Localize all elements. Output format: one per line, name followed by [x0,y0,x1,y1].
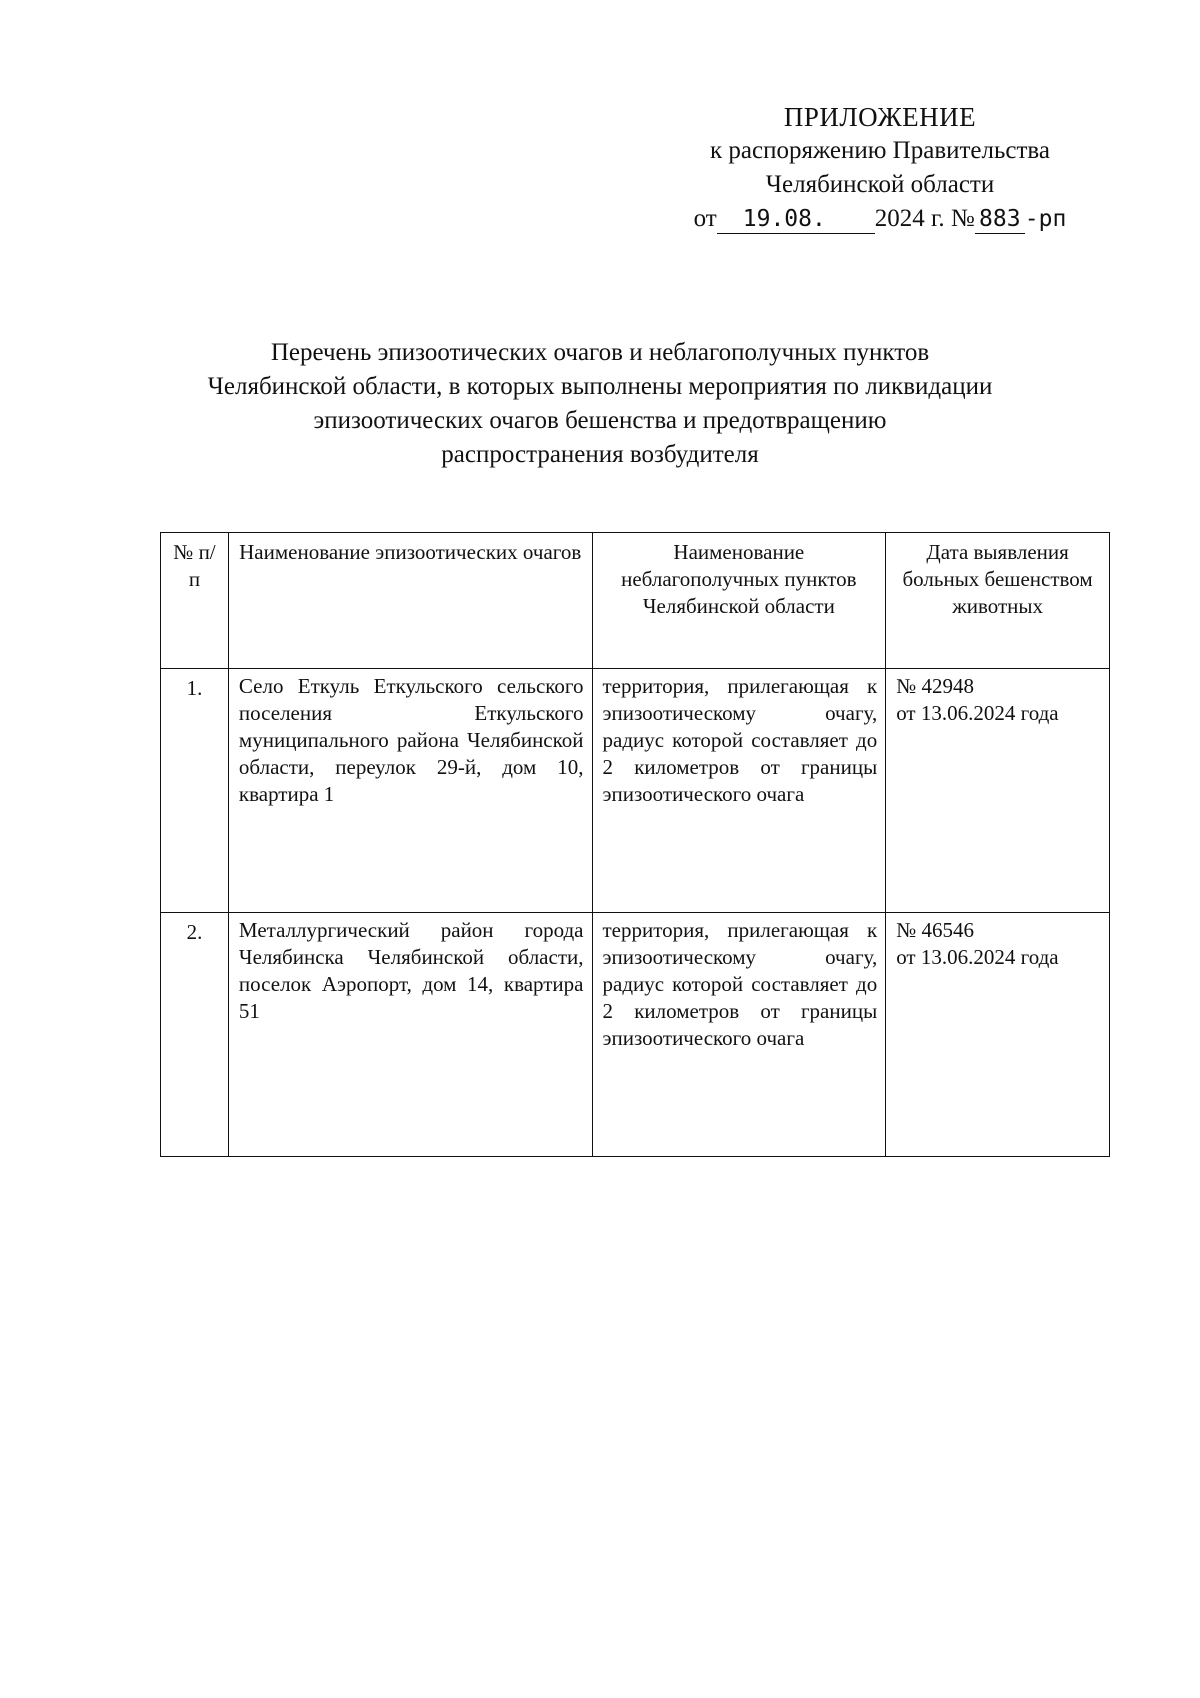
row-date [886,669,1110,913]
document-title-line-1: Перечень эпизоотических очагов и неблагополучных пунктов [270,339,930,366]
header-detection-date: Дата выявления больных бешенством животных [886,533,1110,669]
appendix-date-line [650,202,1110,236]
row-number: 2. [161,913,229,1157]
row-focus: Металлургический район города Челябинска Челябинской области, поселок Аэропорт, дом 14, квартира 51 [228,913,592,1157]
table-row [161,913,1110,1157]
row-date-text: от 13.06.2024 года [896,701,1059,725]
document-title-line-2: Челябинской области, в которых выполнены мероприятия по ликвидации [207,373,993,400]
document-title [160,336,1040,472]
row-area: территория, прилегающая к эпизоотическому очагу, радиус которой составляет до 2 километров от границы эпизоотического очага [592,669,886,913]
document-number: 883 [975,205,1025,234]
row-date-ref: № 46546 [896,918,974,942]
header-focus-name: Наименование эпизоотических очагов [228,533,592,669]
row-date-ref: № 42948 [896,674,974,698]
table-row [161,669,1110,913]
appendix-title: ПРИЛОЖЕНИЕ [783,102,977,132]
document-number-suffix: -рп [1024,206,1067,232]
table-header-row [161,533,1110,669]
date-prefix: от [693,205,717,232]
row-number: 1. [161,669,229,913]
row-date-text: от 13.06.2024 года [896,945,1059,969]
registry-table [160,532,1110,1157]
row-area: территория, прилегающая к эпизоотическому очагу, радиус которой составляет до 2 километров от границы эпизоотического очага [592,913,886,1157]
year-text: 2024 г. № [874,205,975,232]
header-area-name: Наименование неблагополучных пунктов Челябинской области [592,533,886,669]
document-title-line-3: эпизоотических очагов бешенства и предотвращению [313,407,887,434]
appendix-line-1: к распоряжению Правительства [709,137,1050,164]
row-focus: Село Еткуль Еткульского сельского поселения Еткульского муниципального района Челябинской области, переулок 29-й, дом 10, квартира 1 [228,669,592,913]
header-number: № п/п [161,533,229,669]
appendix-line-2: Челябинской области [765,171,995,198]
appendix-header [650,100,1110,236]
document-title-line-4: распространения возбудителя [441,441,759,468]
date-filled: 19.08. [717,205,875,234]
row-date [886,913,1110,1157]
